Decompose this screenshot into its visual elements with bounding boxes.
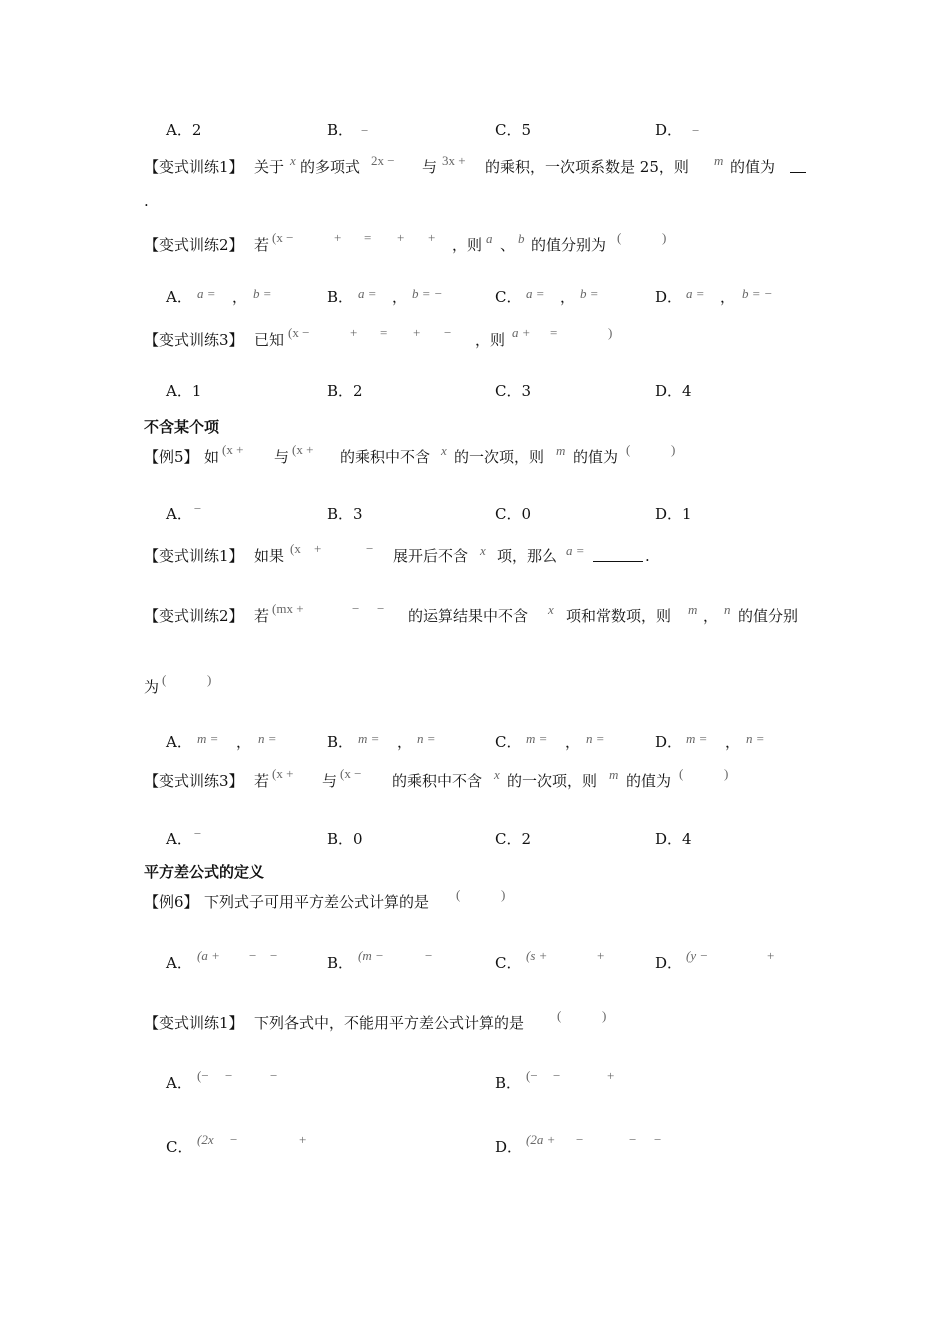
option-b: B．3	[327, 505, 363, 523]
text: 的值分别为	[531, 236, 607, 254]
text: .	[645, 547, 650, 565]
option-b: B．	[327, 954, 354, 972]
math-expr: a =	[526, 286, 545, 301]
math-expr: (x	[290, 541, 301, 556]
paren: (	[626, 442, 631, 457]
math-expr: a =	[197, 286, 216, 301]
math-expr: 3x +	[442, 153, 466, 168]
math-expr: (x −	[288, 325, 310, 340]
option-b: B．	[327, 733, 354, 751]
section-title: 不含某个项	[144, 418, 220, 436]
math-expr: (2x	[197, 1132, 214, 1147]
option-d: D．4	[655, 830, 692, 848]
math-var: m	[714, 153, 724, 168]
exercise-tag: 【变式训练2】	[144, 236, 244, 254]
math-expr: −	[629, 1132, 637, 1147]
option-d: D．	[655, 954, 683, 972]
text: 下列各式中，不能用平方差公式计算的是	[254, 1014, 525, 1032]
option-b: B． −	[327, 121, 369, 139]
text: 若	[254, 607, 270, 625]
math-expr: m =	[197, 731, 219, 746]
math-expr: a =	[358, 286, 377, 301]
example-tag: 【例5】	[144, 448, 199, 466]
paren: )	[662, 230, 667, 245]
math-expr: −	[270, 948, 278, 963]
math-expr: b = −	[742, 286, 773, 301]
math-expr: a +	[512, 325, 531, 340]
option-a: A．1	[166, 382, 202, 400]
option-c: C．5	[495, 121, 532, 139]
math-var: x	[480, 543, 486, 558]
math-expr: =	[380, 325, 388, 340]
paren: (	[557, 1008, 562, 1023]
math-var: x	[441, 443, 447, 458]
math-expr: +	[597, 948, 605, 963]
math-expr: +	[767, 948, 775, 963]
text: 的值为	[573, 448, 619, 466]
option-a: A．	[166, 288, 192, 306]
math-expr: b = −	[412, 286, 443, 301]
text: 的多项式	[300, 158, 361, 176]
math-expr: −	[425, 948, 433, 963]
math-var: m	[609, 767, 619, 782]
text: 的乘积，一次项系数是 25，则	[485, 158, 689, 176]
option-c: C．	[495, 733, 522, 751]
math-expr: a =	[686, 286, 705, 301]
text: 如	[204, 448, 220, 466]
paren: )	[671, 442, 676, 457]
math-var: b	[518, 231, 525, 246]
math-expr: (−	[526, 1068, 538, 1083]
text: .	[144, 192, 149, 210]
math-expr: −	[377, 601, 385, 616]
exercise-tag: 【变式训练1】	[144, 158, 244, 176]
text: 下列式子可用平方差公式计算的是	[204, 893, 430, 911]
paren: (	[456, 887, 461, 902]
text: 的值为	[730, 158, 776, 176]
exercise-tag: 【变式训练3】	[144, 331, 244, 349]
math-expr: +	[428, 230, 436, 245]
exercise-tag: 【变式训练2】	[144, 607, 244, 625]
paren: (	[617, 230, 622, 245]
paren: (	[162, 672, 167, 687]
option-d: D． −	[655, 121, 700, 139]
text: ，则	[475, 331, 506, 349]
math-expr: +	[350, 325, 358, 340]
text: 、	[500, 236, 516, 254]
option-c: C．	[495, 288, 522, 306]
exercise-tag: 【变式训练1】	[144, 1014, 244, 1032]
text: 项，那么	[497, 547, 558, 565]
math-expr: −	[230, 1132, 238, 1147]
option-b: B．0	[327, 830, 363, 848]
math-expr: −	[352, 601, 360, 616]
math-expr: m =	[686, 731, 708, 746]
math-expr: −	[553, 1068, 561, 1083]
paren: )	[207, 672, 212, 687]
text: ，	[560, 288, 576, 306]
math-expr: b =	[580, 286, 599, 301]
math-var: m	[556, 443, 566, 458]
text: 已知	[254, 331, 285, 349]
option-a: A． −	[166, 501, 202, 523]
math-expr: −	[576, 1132, 584, 1147]
option-c: C．3	[495, 382, 532, 400]
math-expr: n =	[417, 731, 436, 746]
text: 关于	[254, 158, 285, 176]
math-expr: (2a +	[526, 1132, 556, 1147]
option-a: A．	[166, 1074, 192, 1092]
math-expr: (−	[197, 1068, 209, 1083]
text: ，则	[452, 236, 483, 254]
math-expr: m =	[358, 731, 380, 746]
math-expr: +	[607, 1068, 615, 1083]
option-d: D．	[655, 733, 683, 751]
math-expr: (x +	[292, 442, 314, 457]
math-expr: m =	[526, 731, 548, 746]
math-expr: (x −	[340, 766, 362, 781]
text: 的值分别	[738, 607, 799, 625]
option-b: B．	[327, 288, 354, 306]
section-title: 平方差公式的定义	[144, 863, 265, 881]
math-expr: b =	[253, 286, 272, 301]
math-var: x	[494, 767, 500, 782]
math-var: a	[486, 231, 493, 246]
math-var: x	[548, 602, 554, 617]
text: 的乘积中不含	[340, 448, 431, 466]
math-expr: +	[397, 230, 405, 245]
option-a: A．	[166, 954, 192, 972]
text: ，	[392, 288, 408, 306]
math-expr: (mx +	[272, 601, 304, 616]
math-expr: −	[270, 1068, 278, 1083]
math-expr: +	[299, 1132, 307, 1147]
math-var: n	[724, 602, 731, 617]
math-expr: (y −	[686, 948, 709, 963]
text: 的值为	[626, 772, 672, 790]
text: ，	[236, 733, 252, 751]
text: 若	[254, 236, 270, 254]
math-expr: −	[225, 1068, 233, 1083]
math-var: x	[290, 153, 296, 168]
option-d: D．1	[655, 505, 692, 523]
text: ，	[720, 288, 736, 306]
option-c: C．	[495, 954, 522, 972]
paren: )	[608, 325, 613, 340]
text: 与	[322, 772, 338, 790]
math-expr: n =	[258, 731, 277, 746]
text: 的运算结果中不含	[408, 607, 529, 625]
math-expr: −	[444, 325, 452, 340]
math-expr: −	[249, 948, 257, 963]
text: ，	[397, 733, 413, 751]
text: 的一次项，则	[507, 772, 598, 790]
math-expr: 2x −	[371, 153, 395, 168]
answer-blank[interactable]	[593, 547, 643, 566]
option-c: C．	[166, 1138, 193, 1156]
option-b: B．2	[327, 382, 363, 400]
paren: (	[679, 766, 684, 781]
text: 为	[144, 678, 160, 696]
math-expr: +	[334, 230, 342, 245]
math-expr: +	[314, 541, 322, 556]
math-expr: n =	[746, 731, 765, 746]
math-expr: (x +	[222, 442, 244, 457]
text: ，	[725, 733, 741, 751]
option-a: A．	[166, 733, 192, 751]
math-expr: +	[413, 325, 421, 340]
paren: )	[501, 887, 506, 902]
text: 如果	[254, 547, 285, 565]
math-expr: (m −	[358, 948, 384, 963]
option-c: C．2	[495, 830, 532, 848]
math-expr: (a +	[197, 948, 220, 963]
math-expr: a =	[566, 543, 585, 558]
text: ，	[232, 288, 248, 306]
text: 的一次项，则	[454, 448, 545, 466]
option-d: D．4	[655, 382, 692, 400]
math-expr: (x +	[272, 766, 294, 781]
text: 与	[422, 158, 438, 176]
paren: )	[724, 766, 729, 781]
example-tag: 【例6】	[144, 893, 199, 911]
math-expr: (x −	[272, 230, 294, 245]
option-a: A． −	[166, 826, 202, 848]
text: 项和常数项，则	[566, 607, 672, 625]
math-expr: =	[550, 325, 558, 340]
text: 的乘积中不含	[392, 772, 483, 790]
text: 若	[254, 772, 270, 790]
text: 展开后不含	[393, 547, 469, 565]
math-expr: −	[654, 1132, 662, 1147]
math-expr: n =	[586, 731, 605, 746]
math-expr: =	[364, 230, 372, 245]
option-b: B．	[495, 1074, 522, 1092]
text: ，	[565, 733, 581, 751]
option-d: D．	[495, 1138, 523, 1156]
paren: )	[602, 1008, 607, 1023]
math-expr: −	[366, 541, 374, 556]
exercise-tag: 【变式训练3】	[144, 772, 244, 790]
option-a: A．2	[166, 121, 202, 139]
option-d: D．	[655, 288, 683, 306]
exercise-tag: 【变式训练1】	[144, 547, 244, 565]
text: 与	[274, 448, 290, 466]
text: ，	[703, 607, 719, 625]
answer-blank[interactable]	[790, 158, 806, 177]
math-var: m	[688, 602, 698, 617]
option-c: C．0	[495, 505, 532, 523]
math-expr: (s +	[526, 948, 548, 963]
